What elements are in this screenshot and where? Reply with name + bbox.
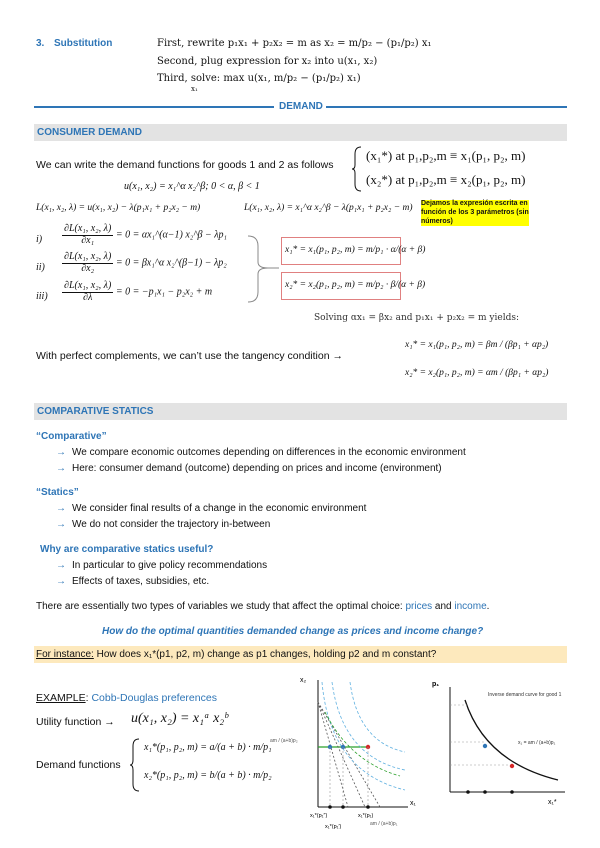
perfect-complements-text: With perfect complements, we can’t use the tangency condition → bbox=[36, 350, 343, 362]
foc-3-rhs: = 0 = −p₁x₁ − p₂x₂ + m bbox=[115, 286, 213, 298]
foc-3 bbox=[62, 281, 212, 303]
statics-item-1: → We consider final results of a change in the economic environment bbox=[56, 503, 367, 514]
foc-2-numerator: ∂L(x₁, x₂, λ) bbox=[64, 251, 112, 262]
axis-point-2 bbox=[341, 805, 345, 809]
substitution-step-2: Second, plug expression for x₂ into u(x₁, x₂) bbox=[157, 56, 378, 67]
example-utility: u(x₁, x₂) = x₁ᵃ x₂ᵇ bbox=[131, 711, 228, 726]
divider-left bbox=[34, 106, 274, 108]
foc-3-numerator: ∂L(x₁, x₂, λ) bbox=[64, 280, 112, 291]
example-label: EXAMPLE bbox=[36, 692, 86, 704]
lagrangian-cobb-douglas: L(x₁, x₂, λ) = x₁^α x₂^β − λ(p₁x₁ + p₂x₂ − m) bbox=[244, 203, 413, 213]
y-axis-label: x₂ bbox=[300, 677, 307, 684]
foc-1-label: i) bbox=[36, 234, 43, 245]
x-tick-3: x₁*(p₁) bbox=[358, 813, 374, 819]
section-title: Substitution bbox=[54, 38, 113, 49]
demand-point-2 bbox=[510, 764, 514, 768]
substitution-step-1: First, rewrite p₁x₁ + p₂x₂ = m as x₂ = m/p₂ − (p₁/p₂) x₁ bbox=[157, 38, 432, 49]
foc-2-denominator: ∂x₂ bbox=[81, 262, 95, 274]
substitution-step-3: Third, solve: max u(x₁, m/p₂ − (p₁/p₂) x₁) bbox=[157, 73, 361, 84]
arrow-icon: → bbox=[56, 447, 66, 458]
demand-brace bbox=[352, 146, 362, 192]
arrow-icon: → bbox=[56, 503, 66, 514]
prices-keyword: prices bbox=[405, 601, 433, 612]
solution-x2: x₂* = x₂(p₁, p₂, m) = m/p₂ · β/(α + β) bbox=[285, 280, 426, 290]
for-instance-label: For instance: bbox=[36, 649, 94, 660]
why-heading: Why are comparative statics useful? bbox=[40, 544, 214, 555]
comparative-item-2: → Here: consumer demand (outcome) depending on prices and income (environment) bbox=[56, 463, 442, 474]
x-tick-1: x₁*(p₁″) bbox=[310, 813, 328, 819]
y-note: am / (a+b)p₂ bbox=[270, 738, 298, 744]
pc-demand-x2: x₂* = x₂(p₁, p₂, m) = αm / (βp₁ + αp₂) bbox=[405, 368, 549, 378]
demand-functions-label: Demand functions bbox=[36, 759, 121, 771]
consumer-demand-bar bbox=[34, 124, 567, 141]
foc-3-denominator: ∂λ bbox=[83, 291, 93, 303]
solving-text: Solving αx₁ = βx₂ and p₁x₁ + p₂x₂ = m yields: bbox=[314, 313, 520, 323]
foc-2-rhs: = 0 = βx₁^α x₂^(β−1) − λp₂ bbox=[115, 257, 227, 269]
demand-point-1 bbox=[483, 744, 487, 748]
arrow-icon: → bbox=[56, 519, 66, 530]
example-demand-x2: x₂*(p₁, p₂, m) = b/(a + b) · m/p₂ bbox=[144, 770, 272, 781]
foc-1-denominator: ∂x₁ bbox=[81, 234, 95, 246]
axis-point-1 bbox=[466, 790, 470, 794]
budget-line-1 bbox=[318, 702, 380, 807]
why-item-1: → In particular to give policy recommendations bbox=[56, 560, 268, 571]
y-axis-label: p₁ bbox=[432, 681, 440, 688]
income-keyword: income bbox=[454, 601, 487, 612]
lagrangian-general: L(x₁, x₂, λ) = u(x₁, x₂) − λ(p₁x₁ + p₂x₂ − m) bbox=[36, 203, 201, 213]
utility-label: Utility function → bbox=[36, 716, 115, 728]
indifference-graph bbox=[270, 672, 430, 842]
foc-1-numerator: ∂L(x₁, x₂, λ) bbox=[64, 223, 112, 234]
statics-item-2: → We do not consider the trajectory in-between bbox=[56, 519, 271, 530]
indifference-curve-1 bbox=[322, 682, 405, 790]
demand-intro: We can write the demand functions for goods 1 and 2 as follows bbox=[36, 159, 334, 171]
axis-point-1 bbox=[328, 805, 332, 809]
axis-point-3 bbox=[510, 790, 514, 794]
inverse-demand-graph bbox=[430, 672, 580, 822]
example-demand-x1: x₁*(p₁, p₂, m) = a/(a + b) · m/p₁ bbox=[144, 742, 272, 753]
curve-label: Inverse demand curve for good 1 bbox=[488, 692, 562, 698]
foc-1 bbox=[62, 224, 227, 246]
pc-demand-x1: x₁* = x₁(p₁, p₂, m) = βm / (βp₁ + αp₂) bbox=[405, 340, 549, 350]
key-question: How do the optimal quantities demanded change as prices and income change? bbox=[102, 626, 484, 637]
statics-heading: “Statics” bbox=[36, 487, 79, 498]
substitution-max-subscript: x₁ bbox=[191, 85, 198, 93]
axis-point-3 bbox=[366, 805, 370, 809]
comparative-item-1: → We compare economic outcomes depending on differences in the economic environment bbox=[56, 447, 466, 458]
example-title: Cobb-Douglas preferences bbox=[91, 692, 217, 704]
indifference-curve-3 bbox=[350, 682, 405, 752]
solution-x1: x₁* = x₁(p₁, p₂, m) = m/p₁ · α/(α + β) bbox=[285, 245, 426, 255]
consumer-demand-title: CONSUMER DEMAND bbox=[37, 127, 142, 138]
why-item-2: → Effects of taxes, subsidies, etc. bbox=[56, 576, 210, 587]
foc-3-label: iii) bbox=[36, 291, 48, 302]
x-axis-label: x₁* bbox=[548, 799, 557, 806]
demand-x1-definition: (x₁*) at p₁,p₂,m ≡ x₁(p₁, p₂, m) bbox=[366, 148, 526, 163]
foc-1-rhs: = 0 = αx₁^(α−1) x₂^β − λp₁ bbox=[115, 229, 228, 241]
example-brace bbox=[130, 738, 140, 792]
comparative-heading: “Comparative” bbox=[36, 431, 107, 442]
arrow-icon: → bbox=[56, 463, 66, 474]
axis-point-2 bbox=[483, 790, 487, 794]
divider-right bbox=[326, 106, 567, 108]
arrow-icon: → bbox=[56, 576, 66, 587]
spanish-note: Dejamos la expresión escrita en función de los 3 parámetros (sin números) bbox=[421, 200, 529, 225]
curve-formula: x₁ = am / (a+b)p₁ bbox=[518, 740, 556, 746]
two-types-sentence: There are essentially two types of variables we study that affect the optimal choice: prices and income. bbox=[36, 601, 490, 612]
x-note: am / (a+b)p₁ bbox=[370, 821, 398, 827]
foc-2-label: ii) bbox=[36, 262, 45, 273]
x-axis-label: x₁ bbox=[410, 800, 416, 807]
comparative-statics-bar bbox=[34, 403, 567, 420]
budget-line-3 bbox=[318, 702, 348, 807]
demand-x2-definition: (x₂*) at p₁,p₂,m ≡ x₂(p₁, p₂, m) bbox=[366, 172, 526, 187]
utility-function: u(x₁, x₂) = x₁^α x₂^β; 0 < α, β < 1 bbox=[124, 181, 260, 192]
comparative-statics-title: COMPARATIVE STATICS bbox=[37, 406, 154, 417]
for-instance: For instance: How does x₁*(p1, p2, m) change as p1 changes, holding p2 and m constant? bbox=[36, 649, 437, 660]
arrow-icon: → bbox=[56, 560, 66, 571]
foc-brace bbox=[246, 234, 280, 304]
foc-2 bbox=[62, 252, 227, 274]
demand-header: DEMAND bbox=[279, 101, 323, 112]
example-heading: EXAMPLE: Cobb-Douglas preferences bbox=[36, 692, 217, 704]
section-number: 3. bbox=[36, 38, 45, 49]
x-tick-2: x₁*(p₁′) bbox=[325, 824, 342, 830]
